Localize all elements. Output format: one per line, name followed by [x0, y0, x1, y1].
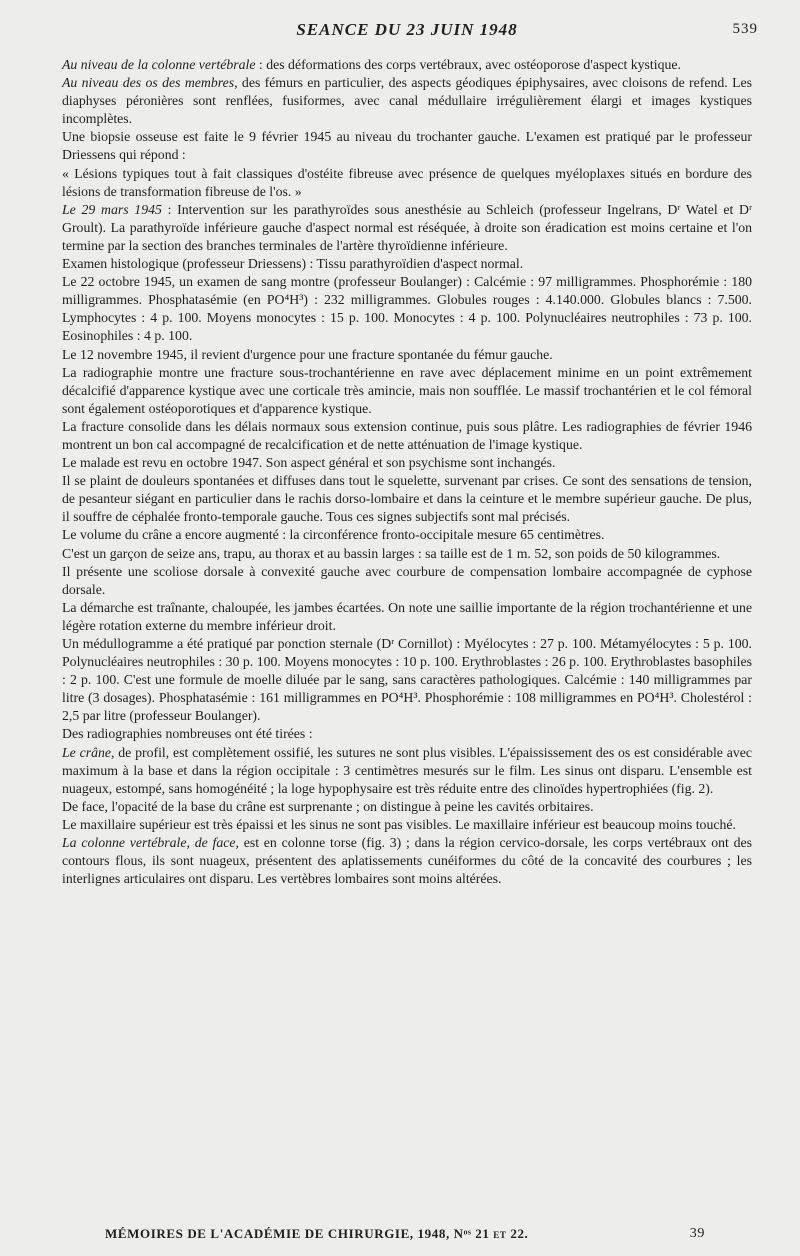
paragraph-text: Des radiographies nombreuses ont été tirées : — [62, 726, 313, 742]
paragraph — [62, 526, 752, 544]
paragraph-text: Une biopsie osseuse est faite le 9 février 1945 au niveau du trochanter gauche. L'examen est pratiqué par le professeur Driessens qui répond : — [62, 129, 752, 163]
paragraph-text: La démarche est traînante, chaloupée, les jambes écartées. On note une saillie importante de la région trochantérienne et une légère rotation externe du membre inférieur droit. — [62, 599, 752, 633]
paragraph — [62, 563, 752, 599]
paragraph — [62, 545, 752, 563]
paragraph-text: Le 12 novembre 1945, il revient d'urgence pour une fracture spontanée du fémur gauche. — [62, 346, 553, 362]
paragraph-lead: Le crâne — [62, 744, 112, 760]
page-footer — [105, 1226, 705, 1248]
paragraph — [62, 418, 752, 454]
page-number: 539 — [732, 21, 758, 37]
paragraph — [62, 56, 752, 74]
running-title: SEANCE DU 23 JUIN 1948 — [296, 20, 518, 39]
paragraph-lead: Au niveau de la colonne vertébrale — [62, 57, 256, 72]
paragraph-text: Le malade est revu en octobre 1947. Son aspect général et son psychisme sont inchangés. — [62, 455, 556, 471]
paragraph — [62, 454, 752, 472]
paragraph-text: , de profil, est complètement ossifié, les sutures ne sont plus visibles. L'épaississement des os est considérable avec maximum à la base et dans la région occipitale : 3 centimètres mesurés sur le film. Les sinus ont disparu. L'ensemble est nuageux, estompé, sans homogénéité ; la loge hypophysaire est très réduite entre des clinoïdes hypertrophiées (fig. 2). — [62, 744, 752, 796]
paragraph — [62, 816, 752, 834]
paragraph — [62, 472, 752, 526]
paragraph-text: Examen histologique (professeur Driessens) : Tissu parathyroïdien d'aspect normal. — [62, 256, 524, 272]
paragraph-text: , des fémurs en particulier, des aspects géodiques épiphysaires, avec cloisons de refend. Les diaphyses péronières sont renflées, fusiformes, avec canal médullaire irrégulièrement élargi et images kystiques incomplètes. — [62, 75, 752, 127]
paragraph — [62, 165, 752, 201]
paragraph-text: Le volume du crâne a encore augmenté : la circonférence fronto-occipitale mesure 65 centimètres. — [62, 527, 605, 543]
paragraph — [62, 364, 752, 418]
paragraph-text: C'est un garçon de seize ans, trapu, au thorax et au bassin larges : sa taille est de 1 m. 52, son poids de 50 kilogrammes. — [62, 545, 721, 561]
paragraph-text: Le maxillaire supérieur est très épaissi et les sinus ne sont pas visibles. Le maxillaire inférieur est beaucoup moins touché. — [62, 816, 736, 832]
paragraph-text: Un médullogramme a été pratiqué par ponction sternale (Dʳ Cornillot) : Myélocytes : 27 p. 100. Métamyélocytes : 5 p. 100. Polynucléaires neutrophiles : 30 p. 100. Moyens monocytes : 10 p. 100. Erythroblastes : 26 p. 100. Erythroblastes basophiles : 2 p. 100. C'est une formule de moelle diluée par le sang, sans caractères pathologiques. Calcémie : 140 milligrammes par litre (3 dosages). Phosphatasémie : 161 milligrammes en PO⁴H³. Phosphorémie : 108 milligrammes en PO⁴H³. Cholestérol : 2,5 par litre (professeur Boulanger). — [62, 636, 752, 724]
paragraph-text: Il se plaint de douleurs spontanées et diffuses dans tout le squelette, survenant par crises. Ce sont des sensations de tension, de pesanteur siégant en particulier dans le rachis dorso-lombaire et dans la ceinture et le membre supérieur gauche. De plus, il souffre de céphalée fronto-temporale gauche. Tous ces signes subjectifs sont mal précisés. — [62, 473, 752, 525]
paragraph — [62, 273, 752, 345]
paragraph-text: : des déformations des corps vertébraux, avec ostéoporose d'aspect kystique. — [255, 57, 681, 72]
paragraph-text: La fracture consolide dans les délais normaux sous extension continue, puis sous plâtre. Les radiographies de février 1946 montrent un bon cal accompagné de recalcification et de nette atténuation de l'image kystique. — [62, 418, 752, 452]
paragraph — [62, 635, 752, 725]
paragraph-text: , est en colonne torse (fig. 3) ; dans la région cervico-dorsale, les corps vertébraux ont des contours flous, ils sont nuageux, présentent des aplatissements cunéiformes du côté de la concavité des courbures ; les interlignes articulaires ont disparu. Les vertèbres lombaires sont moins altérées. — [62, 835, 752, 887]
paragraph — [62, 346, 752, 364]
paragraph-text: « Lésions typiques tout à fait classiques d'ostéite fibreuse avec présence de quelques myéloplaxes situés en bordure des lésions de transformation fibreuse de l'os. » — [62, 165, 752, 199]
paragraph — [62, 74, 752, 128]
paragraph-text: Il présente une scoliose dorsale à convexité gauche avec courbure de compensation lombaire accompagnée de cyphose dorsale. — [62, 563, 752, 597]
paragraph-text: : Intervention sur les parathyroïdes sous anesthésie au Schleich (professeur Ingelrans, Dʳ Watel et Dʳ Groult). La parathyroïde inférieure gauche d'aspect normal est réséquée, à droite son éradication est moins certaine et l'on termine par la section des branches terminales de l'artère thyroïdienne inférieure. — [62, 201, 752, 253]
body-text — [62, 56, 752, 888]
paragraph — [62, 798, 752, 816]
page-header — [62, 20, 758, 50]
paragraph — [62, 725, 752, 743]
paragraph — [62, 201, 752, 255]
paragraph-text: La radiographie montre une fracture sous-trochantérienne en rave avec déplacement minime en un point extrêmement décalcifié d'apparence kystique avec une corticale très amincie, mais non soufflée. Le massif trochantérien et le col fémoral sont également ostéoporotiques et d'apparence kystique. — [62, 364, 752, 416]
paragraph-text: De face, l'opacité de la base du crâne est surprenante ; on distingue à peine les cavités orbitaires. — [62, 798, 594, 814]
paragraph — [62, 834, 752, 888]
paragraph — [62, 128, 752, 164]
footer-sheet-number: 39 — [689, 1226, 705, 1241]
footer-journal: MÉMOIRES DE L'ACADÉMIE DE CHIRURGIE, 1948, Nᵒˢ 21 et 22. — [105, 1226, 529, 1241]
paragraph-lead: La colonne vertébrale, de face — [62, 835, 236, 851]
paragraph-lead: Au niveau des os des membres — [62, 75, 235, 91]
paragraph-text: Le 22 octobre 1945, un examen de sang montre (professeur Boulanger) : Calcémie : 97 milligrammes. Phosphorémie : 180 milligrammes. Phosphatasémie (en PO⁴H³) : 232 milligrammes. Globules rouges : 4.140.000. Globules blancs : 7.500. Lymphocytes : 4 p. 100. Moyens monocytes : 15 p. 100. Monocytes : 4 p. 100. Polynucléaires neutrophiles : 73 p. 100. Eosinophiles : 4 p. 100. — [62, 274, 752, 344]
paragraph — [62, 744, 752, 798]
paragraph — [62, 255, 752, 273]
paragraph — [62, 599, 752, 635]
paragraph-lead: Le 29 mars 1945 — [62, 201, 162, 217]
